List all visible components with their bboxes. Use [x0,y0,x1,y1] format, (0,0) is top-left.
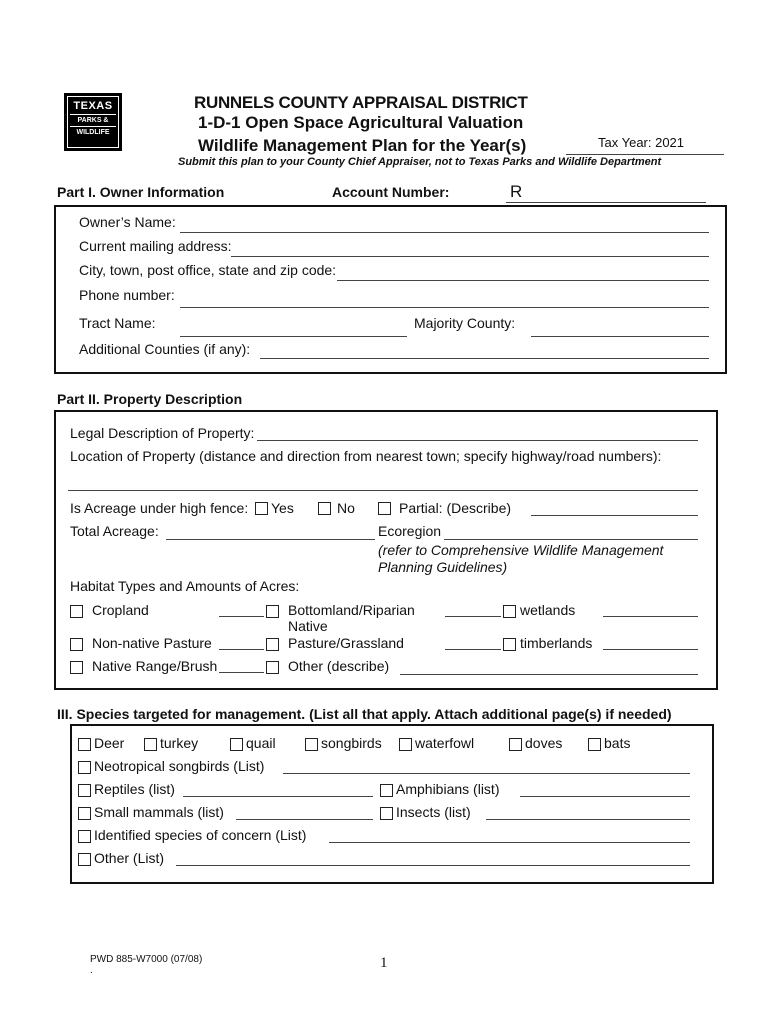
cropland-label: Cropland [92,602,149,618]
quail-checkbox[interactable] [230,738,243,751]
account-number-value[interactable]: R [510,182,523,201]
waterfowl-label: waterfowl [415,735,475,751]
form-title-line1: 1-D-1 Open Space Agricultural Valuation [198,113,524,132]
location-field[interactable] [68,490,698,491]
high-fence-label: Is Acreage under high fence: [70,500,249,516]
other-species-label: Other (List) [94,850,165,866]
doves-label: doves [525,735,563,751]
timberlands-acres-field[interactable] [603,649,698,650]
ecoregion-label: Ecoregion [378,523,442,539]
other-habitat-label: Other (describe) [288,658,390,674]
city-field[interactable] [337,280,709,281]
phone-field[interactable] [180,307,709,308]
bats-checkbox[interactable] [588,738,601,751]
nonnative-pasture-label: Non-native Pasture [92,635,212,651]
ecoregion-reference-line2: Planning Guidelines) [378,559,508,575]
native-range-label: Native Range/Brush [92,658,218,674]
reptiles-label: Reptiles (list) [94,781,175,797]
small-mammals-checkbox[interactable] [78,807,91,820]
songbirds-label: songbirds [321,735,382,751]
owner-name-label: Owner’s Name: [79,214,176,230]
other-habitat-checkbox[interactable] [266,661,279,674]
tract-name-label: Tract Name: [79,315,156,331]
city-label: City, town, post office, state and zip code: [79,262,337,278]
high-fence-no-checkbox[interactable] [318,502,331,515]
neotropical-field[interactable] [283,773,690,774]
total-acreage-field[interactable] [166,539,375,540]
account-number-label: Account Number: [332,184,450,200]
high-fence-yes-checkbox[interactable] [255,502,268,515]
owner-name-field[interactable] [180,232,709,233]
location-label: Location of Property (distance and direction from nearest town; specify highway/road numbers): [70,448,662,464]
doves-checkbox[interactable] [509,738,522,751]
waterfowl-checkbox[interactable] [399,738,412,751]
bottomland-label-line1: Bottomland/Riparian [288,602,415,618]
bottomland-checkbox[interactable] [266,605,279,618]
logo-line1: TEXAS [73,100,113,112]
bottomland-label-line2: Native [288,618,328,634]
bottomland-acres-field[interactable] [445,616,501,617]
amphibians-checkbox[interactable] [380,784,393,797]
reptiles-field[interactable] [183,796,373,797]
phone-label: Phone number: [79,287,175,303]
ecoregion-field[interactable] [444,539,698,540]
species-of-concern-label: Identified species of concern (List) [94,827,307,843]
turkey-checkbox[interactable] [144,738,157,751]
tax-year-line [566,154,724,155]
legal-description-label: Legal Description of Property: [70,425,255,441]
neotropical-label: Neotropical songbirds (List) [94,758,265,774]
submit-instruction: Submit this plan to your County Chief Appraiser, not to Texas Parks and Wildlife Department [178,156,662,168]
additional-counties-field[interactable] [260,358,709,359]
insects-label: Insects (list) [396,804,471,820]
other-species-field[interactable] [176,865,690,866]
tax-year: Tax Year: 2021 [598,135,685,150]
mailing-address-label: Current mailing address: [79,238,232,254]
nonnative-pasture-checkbox[interactable] [70,638,83,651]
other-species-checkbox[interactable] [78,853,91,866]
majority-county-field[interactable] [531,336,709,337]
small-mammals-label: Small mammals (list) [94,804,224,820]
wetlands-checkbox[interactable] [503,605,516,618]
native-range-acres-field[interactable] [219,672,264,673]
high-fence-partial-checkbox[interactable] [378,502,391,515]
nonnative-pasture-acres-field[interactable] [219,649,264,650]
mailing-address-field[interactable] [231,256,709,257]
high-fence-partial-label: Partial: (Describe) [399,500,512,516]
part3-heading: III. Species targeted for management. (List all that apply. Attach additional page(s) if needed) [57,706,672,722]
ecoregion-reference-line1: (refer to Comprehensive Wildlife Management [378,542,664,558]
turkey-label: turkey [160,735,199,751]
timberlands-checkbox[interactable] [503,638,516,651]
cropland-checkbox[interactable] [70,605,83,618]
footer-dot: . [90,965,93,976]
majority-county-label: Majority County: [414,315,516,331]
wetlands-label: wetlands [520,602,576,618]
species-of-concern-field[interactable] [329,842,690,843]
habitat-types-heading: Habitat Types and Amounts of Acres: [70,578,300,594]
amphibians-label: Amphibians (list) [396,781,500,797]
insects-checkbox[interactable] [380,807,393,820]
district-name: RUNNELS COUNTY APPRAISAL DISTRICT [194,93,528,112]
part1-heading: Part I. Owner Information [57,184,225,200]
amphibians-field[interactable] [520,796,690,797]
high-fence-yes-label: Yes [271,500,294,516]
logo-line3: WILDLIFE [76,129,110,136]
timberlands-label: timberlands [520,635,593,651]
partial-describe-field[interactable] [531,515,698,516]
cropland-acres-field[interactable] [219,616,264,617]
species-of-concern-checkbox[interactable] [78,830,91,843]
songbirds-checkbox[interactable] [305,738,318,751]
high-fence-no-label: No [337,500,355,516]
native-range-checkbox[interactable] [70,661,83,674]
pasture-grassland-label: Pasture/Grassland [288,635,404,651]
small-mammals-field[interactable] [236,819,373,820]
wetlands-acres-field[interactable] [603,616,698,617]
neotropical-checkbox[interactable] [78,761,91,774]
tract-name-field[interactable] [180,336,407,337]
other-habitat-field[interactable] [400,674,698,675]
form-code: PWD 885-W7000 (07/08) [90,954,203,965]
deer-label: Deer [94,735,125,751]
bats-label: bats [604,735,631,751]
legal-description-field[interactable] [257,440,698,441]
pasture-grassland-acres-field[interactable] [445,649,501,650]
insects-field[interactable] [486,819,690,820]
part2-heading: Part II. Property Description [57,391,243,407]
additional-counties-label: Additional Counties (if any): [79,341,251,357]
total-acreage-label: Total Acreage: [70,523,159,539]
deer-checkbox[interactable] [78,738,91,751]
texas-parks-wildlife-logo [64,93,122,151]
account-number-line [506,202,706,203]
reptiles-checkbox[interactable] [78,784,91,797]
pasture-grassland-checkbox[interactable] [266,638,279,651]
logo-line2: PARKS & [77,117,109,124]
quail-label: quail [246,735,276,751]
form-title-line2: Wildlife Management Plan for the Year(s) [198,136,527,155]
page-number: 1 [380,955,388,971]
